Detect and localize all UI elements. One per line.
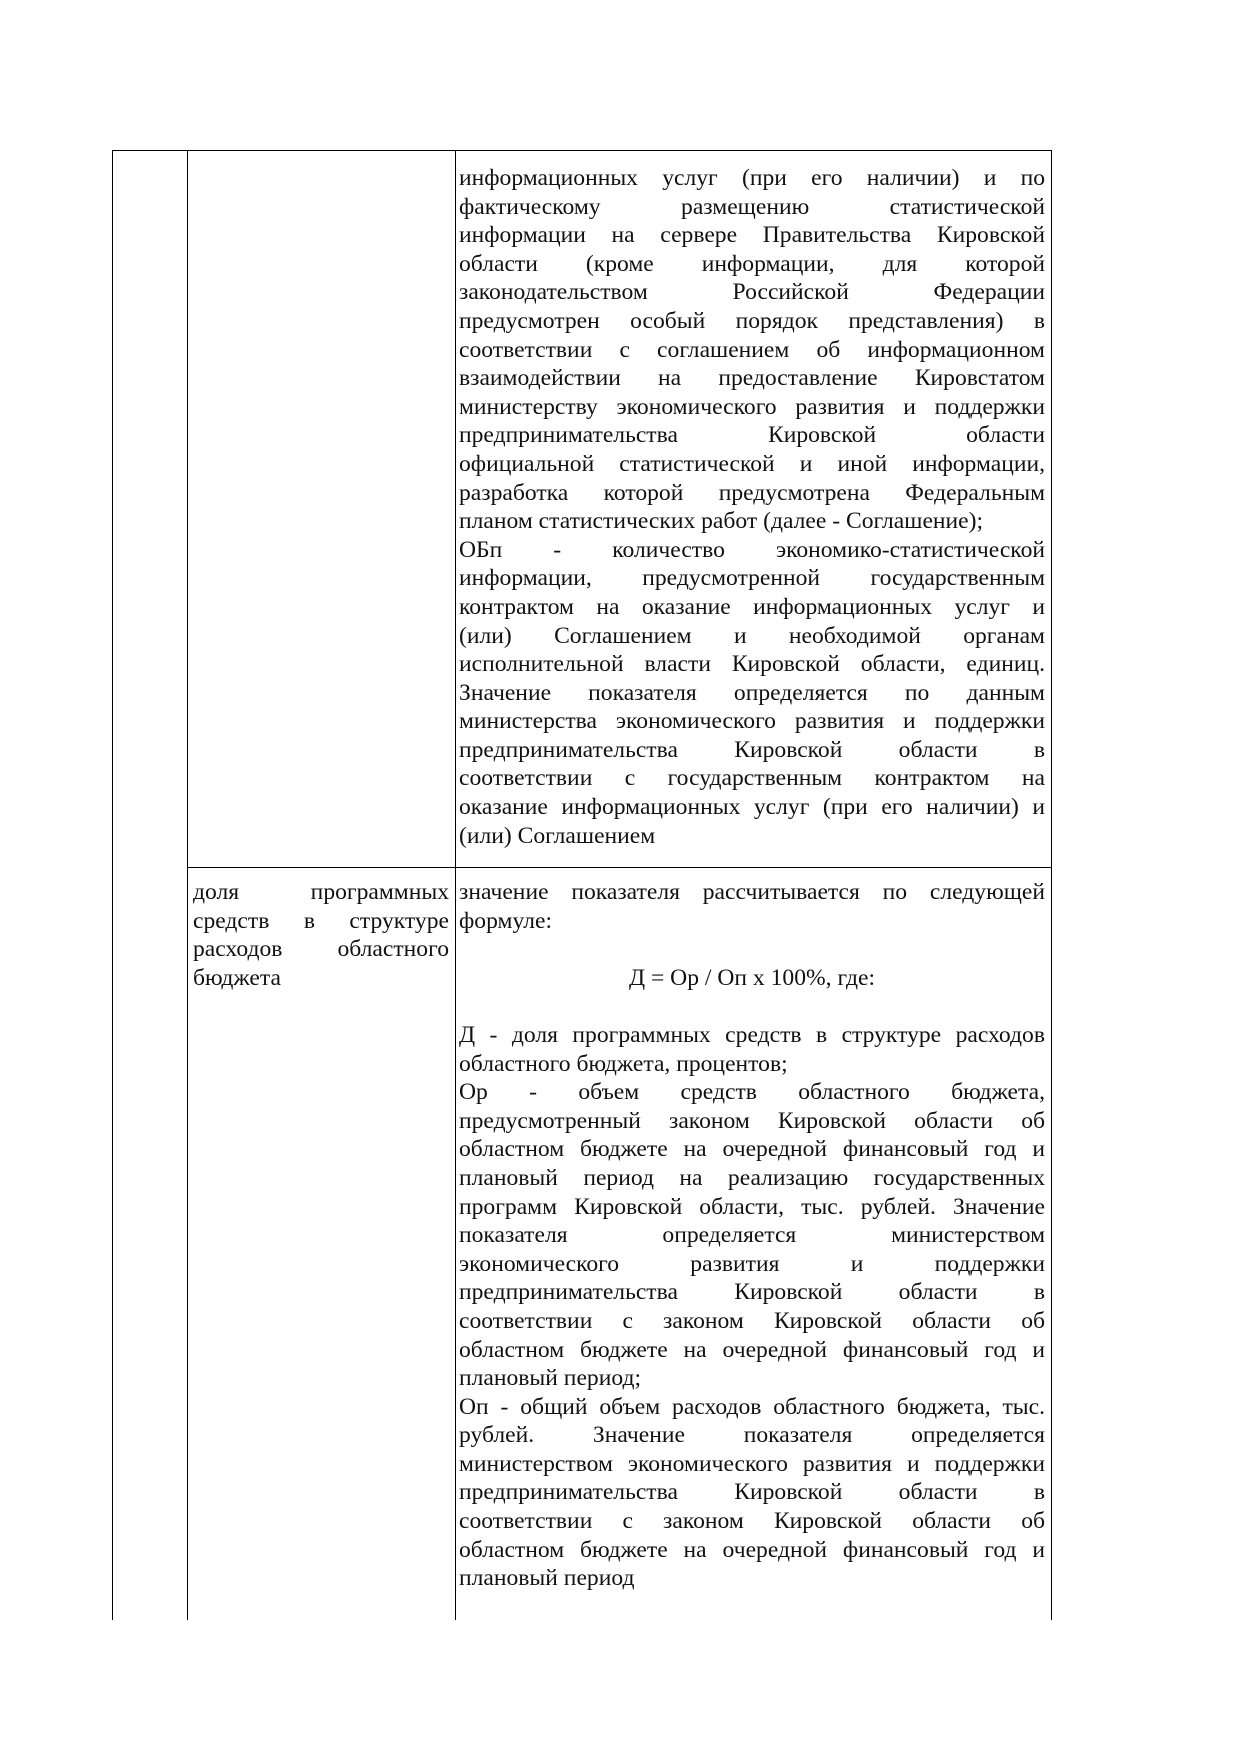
row2-indicator-name — [193, 878, 449, 992]
text-line: рублей. Значение показателя определяется — [459, 1422, 1045, 1449]
text-line: предпринимательства Кировской области — [459, 422, 1045, 449]
text-line: (или) Соглашением и необходимой органам — [459, 622, 1045, 649]
text-line: официальной статистической и иной информации, — [459, 450, 1045, 477]
text-line: Оп - общий объем расходов областного бюджета, тыс. — [459, 1393, 1045, 1420]
text-line: областном бюджете на очередной финансовый год и — [459, 1336, 1045, 1363]
row2-explanation-text — [459, 1021, 1045, 1593]
text-line: областном бюджете на очередной финансовый год и — [459, 1136, 1045, 1163]
text-line: бюджета — [193, 964, 281, 991]
text-line: информации, предусмотренной государственным — [459, 565, 1045, 592]
row2-name-cell — [193, 878, 449, 992]
text-line: плановый период — [459, 1565, 635, 1592]
text-line: областного бюджета, процентов; — [459, 1050, 788, 1077]
text-line: планом статистических работ (далее - Соглашение); — [459, 508, 984, 535]
text-line: информационных услуг (при его наличии) и по — [459, 165, 1045, 191]
row1-method-cell — [459, 164, 1045, 850]
text-line: разработка которой предусмотрена Федеральным — [459, 479, 1045, 506]
text-line: исполнительной власти Кировской области, единиц. — [459, 651, 1045, 678]
text-line: предпринимательства Кировской области в — [459, 1279, 1045, 1306]
text-line: Д - доля программных средств в структуре расходов — [459, 1021, 1045, 1048]
text-line: экономического развития и поддержки — [459, 1250, 1045, 1277]
text-line: соответствии с государственным контрактом на — [459, 765, 1045, 792]
text-line: области (кроме информации, для которой — [459, 250, 1045, 277]
text-line: министерства экономического развития и поддержки — [459, 708, 1045, 735]
text-line: показателя определяется министерством — [459, 1222, 1045, 1249]
text-line: предпринимательства Кировской области в — [459, 1479, 1045, 1506]
row1-method-text — [459, 164, 1045, 850]
text-line: Ор - объем средств областного бюджета, — [459, 1079, 1045, 1106]
text-line: (или) Соглашением — [459, 822, 656, 849]
text-line: министерству экономического развития и поддержки — [459, 393, 1045, 420]
row2-method-cell — [459, 878, 1045, 1593]
text-line: соответствии с законом Кировской области об — [459, 1508, 1045, 1535]
text-line: Значение показателя определяется по данным — [459, 679, 1045, 706]
text-line: формуле: — [459, 907, 553, 934]
text-line: областном бюджете на очередной финансовый год и — [459, 1536, 1045, 1563]
text-line: доля программных — [193, 879, 449, 905]
text-line: предусмотренный законом Кировской области об — [459, 1107, 1045, 1134]
text-line: значение показателя рассчитывается по следующей — [459, 879, 1045, 905]
indicator-table — [112, 150, 1052, 1620]
row1-name-cell — [188, 151, 456, 867]
text-line: фактическому размещению статистической — [459, 193, 1045, 220]
row2-intro-text — [459, 878, 1045, 935]
text-line: средств в структуре — [193, 907, 449, 934]
text-line: ОБп - количество экономико-статистической — [459, 536, 1045, 563]
text-line: расходов областного — [193, 936, 449, 963]
text-line: соответствии с законом Кировской области об — [459, 1307, 1045, 1334]
text-line: плановый период; — [459, 1365, 642, 1392]
row-divider — [188, 867, 1051, 868]
text-line: контрактом на оказание информационных услуг и — [459, 593, 1045, 620]
text-line: взаимодействии на предоставление Кировстатом — [459, 365, 1045, 392]
text-line: оказание информационных услуг (при его наличии) и — [459, 794, 1045, 821]
text-line: министерством экономического развития и поддержки — [459, 1450, 1045, 1477]
formula: Д = Ор / Оп х 100%, где: — [628, 964, 876, 991]
text-line: информации на сервере Правительства Кировской — [459, 222, 1045, 249]
text-line: законодательством Российской Федерации — [459, 279, 1045, 306]
text-line: предусмотрен особый порядок представления) в — [459, 307, 1045, 334]
row1-number-cell — [113, 151, 188, 867]
text-line: предпринимательства Кировской области в — [459, 736, 1045, 763]
text-line: программ Кировской области, тыс. рублей. Значение — [459, 1193, 1045, 1220]
text-line: плановый период на реализацию государственных — [459, 1164, 1045, 1191]
row2-number-cell — [113, 867, 188, 1621]
text-line: соответствии с соглашением об информационном — [459, 336, 1045, 363]
